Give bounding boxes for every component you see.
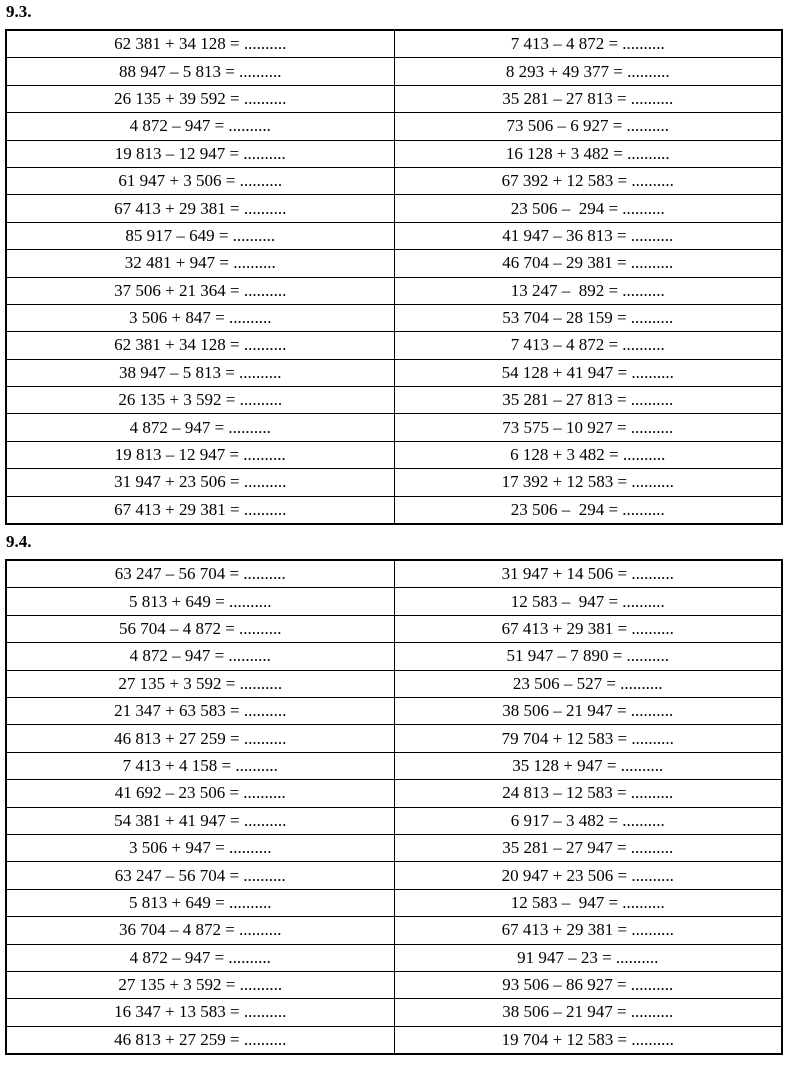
problem-cell-left: 4 872 – 947 = ..........	[6, 643, 394, 670]
problems-table-9-4	[5, 559, 783, 1055]
problem-cell-left: 16 347 + 13 583 = ..........	[6, 999, 394, 1026]
problem-cell-left: 61 947 + 3 506 = ..........	[6, 167, 394, 194]
problem-cell-left: 26 135 + 39 592 = ..........	[6, 85, 394, 112]
problem-cell-left: 7 413 + 4 158 = ..........	[6, 752, 394, 779]
problem-cell-right: 17 392 + 12 583 = ..........	[394, 469, 782, 496]
problem-cell-right: 73 506 – 6 927 = ..........	[394, 113, 782, 140]
table-row	[6, 222, 782, 249]
problem-cell-right: 24 813 – 12 583 = ..........	[394, 780, 782, 807]
table-row	[6, 58, 782, 85]
problem-cell-left: 27 135 + 3 592 = ..........	[6, 670, 394, 697]
table-row	[6, 250, 782, 277]
problem-cell-right: 53 704 – 28 159 = ..........	[394, 304, 782, 331]
problem-cell-left: 62 381 + 34 128 = ..........	[6, 332, 394, 359]
table-row	[6, 834, 782, 861]
table-row	[6, 359, 782, 386]
problem-cell-right: 7 413 – 4 872 = ..........	[394, 30, 782, 58]
problem-cell-left: 5 813 + 649 = ..........	[6, 588, 394, 615]
problem-cell-right: 20 947 + 23 506 = ..........	[394, 862, 782, 889]
problem-cell-left: 26 135 + 3 592 = ..........	[6, 387, 394, 414]
problem-cell-left: 5 813 + 649 = ..........	[6, 889, 394, 916]
table-row	[6, 725, 782, 752]
section-9-3	[5, 2, 783, 525]
table-row	[6, 167, 782, 194]
table-row	[6, 496, 782, 524]
problem-cell-right: 79 704 + 12 583 = ..........	[394, 725, 782, 752]
problem-cell-right: 35 281 – 27 947 = ..........	[394, 834, 782, 861]
problem-cell-right: 19 704 + 12 583 = ..........	[394, 1026, 782, 1054]
problem-cell-left: 54 381 + 41 947 = ..........	[6, 807, 394, 834]
problem-cell-left: 63 247 – 56 704 = ..........	[6, 862, 394, 889]
table-row	[6, 697, 782, 724]
problem-cell-left: 27 135 + 3 592 = ..........	[6, 971, 394, 998]
problem-cell-right: 12 583 – 947 = ..........	[394, 588, 782, 615]
problem-cell-right: 13 247 – 892 = ..........	[394, 277, 782, 304]
problem-cell-right: 46 704 – 29 381 = ..........	[394, 250, 782, 277]
problem-cell-left: 4 872 – 947 = ..........	[6, 414, 394, 441]
problem-cell-right: 67 413 + 29 381 = ..........	[394, 917, 782, 944]
problem-cell-right: 67 413 + 29 381 = ..........	[394, 615, 782, 642]
table-row	[6, 780, 782, 807]
problem-cell-left: 46 813 + 27 259 = ..........	[6, 725, 394, 752]
table-row	[6, 469, 782, 496]
table-row	[6, 999, 782, 1026]
table-row	[6, 807, 782, 834]
problem-cell-right: 41 947 – 36 813 = ..........	[394, 222, 782, 249]
problem-cell-left: 67 413 + 29 381 = ..........	[6, 195, 394, 222]
table-row	[6, 944, 782, 971]
table-row	[6, 140, 782, 167]
table-row	[6, 1026, 782, 1054]
problem-cell-left: 31 947 + 23 506 = ..........	[6, 469, 394, 496]
problem-cell-left: 32 481 + 947 = ..........	[6, 250, 394, 277]
table-row	[6, 615, 782, 642]
problem-cell-left: 85 917 – 649 = ..........	[6, 222, 394, 249]
problem-cell-right: 8 293 + 49 377 = ..........	[394, 58, 782, 85]
problem-cell-left: 4 872 – 947 = ..........	[6, 944, 394, 971]
table-row	[6, 387, 782, 414]
section-label-9-3: 9.3.	[6, 2, 32, 21]
problem-cell-right: 38 506 – 21 947 = ..........	[394, 999, 782, 1026]
table-row	[6, 752, 782, 779]
problem-cell-right: 51 947 – 7 890 = ..........	[394, 643, 782, 670]
problem-cell-left: 38 947 – 5 813 = ..........	[6, 359, 394, 386]
table-row	[6, 277, 782, 304]
problem-cell-left: 19 813 – 12 947 = ..........	[6, 140, 394, 167]
problem-cell-right: 23 506 – 527 = ..........	[394, 670, 782, 697]
problem-cell-right: 54 128 + 41 947 = ..........	[394, 359, 782, 386]
problem-cell-right: 23 506 – 294 = ..........	[394, 496, 782, 524]
table-row	[6, 862, 782, 889]
problem-cell-left: 37 506 + 21 364 = ..........	[6, 277, 394, 304]
problem-cell-right: 16 128 + 3 482 = ..........	[394, 140, 782, 167]
problem-cell-right: 6 917 – 3 482 = ..........	[394, 807, 782, 834]
problem-cell-right: 6 128 + 3 482 = ..........	[394, 441, 782, 468]
table-row	[6, 304, 782, 331]
table-row	[6, 643, 782, 670]
problem-cell-right: 93 506 – 86 927 = ..........	[394, 971, 782, 998]
problem-cell-left: 4 872 – 947 = ..........	[6, 113, 394, 140]
problem-cell-left: 3 506 + 947 = ..........	[6, 834, 394, 861]
table-row	[6, 113, 782, 140]
section-9-4	[5, 532, 783, 1055]
problem-cell-right: 91 947 – 23 = ..........	[394, 944, 782, 971]
problem-cell-right: 38 506 – 21 947 = ..........	[394, 697, 782, 724]
problem-cell-right: 7 413 – 4 872 = ..........	[394, 332, 782, 359]
table-row	[6, 332, 782, 359]
problems-table-9-3	[5, 29, 783, 525]
table-row	[6, 195, 782, 222]
problem-cell-right: 35 281 – 27 813 = ..........	[394, 387, 782, 414]
problem-cell-right: 31 947 + 14 506 = ..........	[394, 560, 782, 588]
problem-cell-right: 12 583 – 947 = ..........	[394, 889, 782, 916]
problem-cell-left: 46 813 + 27 259 = ..........	[6, 1026, 394, 1054]
table-row	[6, 85, 782, 112]
table-row	[6, 588, 782, 615]
problem-cell-right: 35 281 – 27 813 = ..........	[394, 85, 782, 112]
problem-cell-left: 36 704 – 4 872 = ..........	[6, 917, 394, 944]
problem-cell-left: 41 692 – 23 506 = ..........	[6, 780, 394, 807]
table-row	[6, 889, 782, 916]
problem-cell-left: 3 506 + 847 = ..........	[6, 304, 394, 331]
table-row	[6, 670, 782, 697]
table-row	[6, 30, 782, 58]
problem-cell-right: 35 128 + 947 = ..........	[394, 752, 782, 779]
problem-cell-left: 88 947 – 5 813 = ..........	[6, 58, 394, 85]
problem-cell-left: 56 704 – 4 872 = ..........	[6, 615, 394, 642]
problem-cell-left: 21 347 + 63 583 = ..........	[6, 697, 394, 724]
problem-cell-left: 67 413 + 29 381 = ..........	[6, 496, 394, 524]
problem-cell-right: 23 506 – 294 = ..........	[394, 195, 782, 222]
problem-cell-left: 62 381 + 34 128 = ..........	[6, 30, 394, 58]
table-row	[6, 414, 782, 441]
problem-cell-right: 73 575 – 10 927 = ..........	[394, 414, 782, 441]
table-row	[6, 917, 782, 944]
section-label-9-4: 9.4.	[6, 532, 32, 552]
table-row	[6, 971, 782, 998]
table-row	[6, 441, 782, 468]
table-row	[6, 560, 782, 588]
problem-cell-left: 63 247 – 56 704 = ..........	[6, 560, 394, 588]
problem-cell-right: 67 392 + 12 583 = ..........	[394, 167, 782, 194]
problem-cell-left: 19 813 – 12 947 = ..........	[6, 441, 394, 468]
